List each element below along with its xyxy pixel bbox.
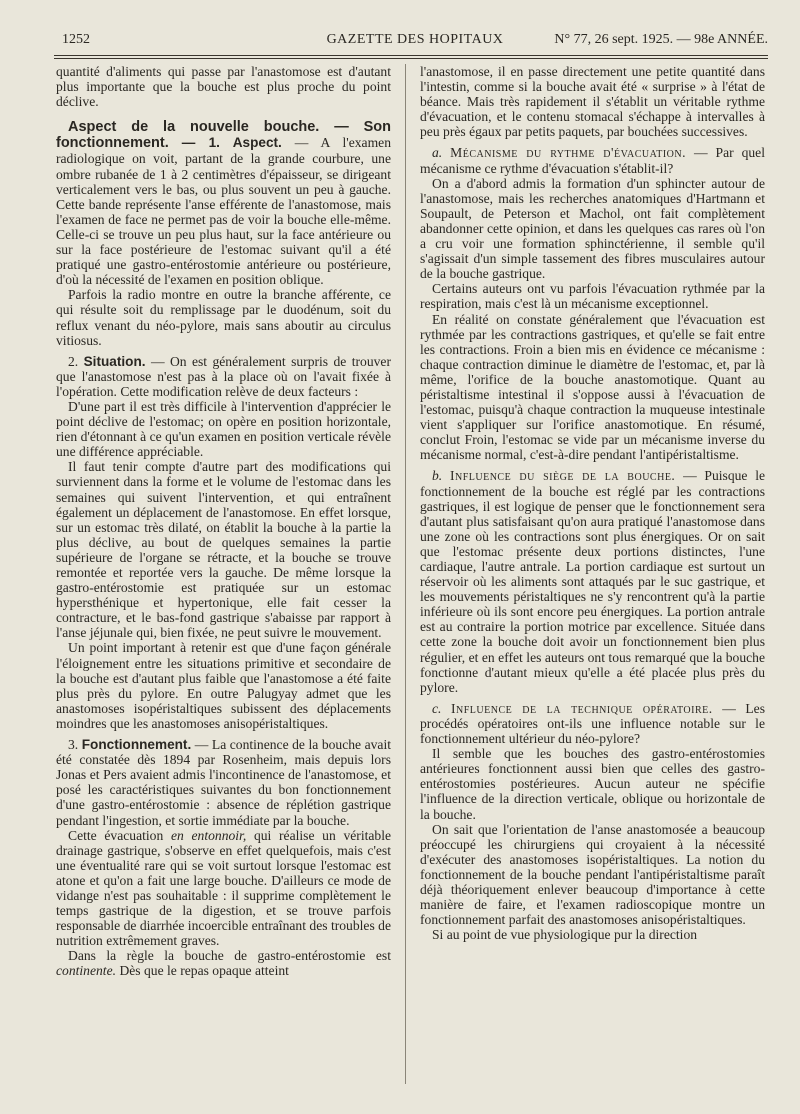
paragraph bbox=[56, 828, 391, 949]
subsection-title: Mécanisme du rythme d'évacuation. bbox=[450, 145, 687, 161]
paragraph: Certains auteurs ont vu parfois l'évacuation rythmée par la respiration, mais c'est là un mécanisme exceptionnel. bbox=[420, 281, 765, 312]
page-number: 1252 bbox=[62, 32, 90, 47]
header-rule-bottom bbox=[54, 58, 768, 59]
section-heading-paragraph bbox=[56, 119, 391, 287]
paragraph-text: — Par quel mécanisme ce rythme d'évacuation s'établit-il? bbox=[420, 145, 765, 176]
column-divider bbox=[405, 64, 406, 1084]
section-heading: Aspect de la nouvelle bouche. — Son fonctionnement. bbox=[56, 119, 391, 152]
emphasis: continente. bbox=[56, 963, 117, 979]
subsection-title: Fonctionnement. bbox=[81, 737, 192, 753]
paragraph: On a d'abord admis la formation d'un sphincter autour de l'anastomose, mais les recherches anatomiques d'Hartmann et Soupault, de Peterson et Machol, ont fait complètement abandonner cette opinion, et dans les quelques cas rares où l'on a cru voir une formation sphinctérienne, il semble qu'il s'agissait d'un simple tassement des fibres musculaires autour de la bouche gastrique. bbox=[420, 175, 765, 282]
paragraph: Parfois la radio montre en outre la branche afférente, ce qui résulte soit du remplissage par le duodénum, soit du reflux venant du néo-pylore, mais sans aboutir au circulus vitiosus. bbox=[56, 287, 391, 348]
paragraph-text: Dans la règle la bouche de gastro-entérostomie est bbox=[68, 948, 391, 964]
subsection-number: 2. bbox=[68, 353, 79, 369]
paragraph-text: Dès que le repas opaque atteint bbox=[119, 963, 289, 979]
paragraph: l'anastomose, il en passe directement une petite quantité dans l'intestin, comme si la bouche avait été « surprise » à l'état de béance. Mais très rapidement il s'établit un véritable rythme d'évacuation, et le contenu stomacal s'échappe à intervalles à peu près égaux par petits paquets, par bouchées successives. bbox=[420, 64, 765, 140]
subsection-paragraph bbox=[420, 468, 765, 694]
subsection-letter: c. bbox=[432, 700, 442, 716]
paragraph: Il semble que les bouches des gastro-entérostomies antérieures fonctionnent aussi bien que celles des gastro-entérostomies postérieures. Aucun auteur ne spécifie l'influence de la direction verticale, oblique ou horizontale de la bouche. bbox=[420, 746, 765, 822]
subsection-paragraph bbox=[420, 145, 765, 175]
subsection-letter: b. bbox=[432, 468, 443, 484]
paragraph-text: — On est généralement surpris de trouver que l'anastomose n'est pas à la place où on l'avait fixée à l'opération. Cette modification relève de deux facteurs : bbox=[56, 353, 391, 399]
paragraph-text: — Puisque le fonctionnement de la bouche est réglé par les contractions gastriques, il est logique de penser que le fonctionnement sera d'autant plus satisfaisant qu'on aura pratiqué l'anastomose dans une zone où les contractions sont plus énergiques. Or on sait que l'estomac présente deux portions distinctes, l'une cardiaque, l'autre antrale. La portion cardiaque est surtout un réservoir où les aliments sont attaqués par le suc gastrique, et les mouvements péristaltiques ne s'y rencontrent qu'à la partie inférieure où ils sont encore peu énergiques. La portion antrale est au contraire la portion motrice par excellence. Située dans cette zone la bouche doit avoir un fonctionnement bien plus régulier, et en effet les auteurs ont tous remarqué que la bouche fonctionne d'autant mieux qu'elle a été placée plus près du pylore. bbox=[420, 468, 766, 695]
left-column bbox=[56, 64, 391, 979]
subsection-paragraph bbox=[56, 737, 391, 828]
subsection-letter: a. bbox=[432, 145, 443, 161]
issue-info: N° 77, 26 sept. 1925. — 98e ANNÉE. bbox=[554, 32, 768, 47]
page-header bbox=[62, 32, 768, 52]
paragraph bbox=[56, 948, 391, 978]
right-column bbox=[420, 64, 765, 942]
header-rule-top bbox=[54, 55, 768, 56]
paragraph-text: — A l'examen radiologique on voit, partant de la grande courbure, une ombre rubanée de 1 à 2 centimètres d'épaisseur, se dirigeant verticalement vers le bas, ou plus souvent un peu à gauche. Cette bande représente l'anse efférente de l'anastomose, mais l'examen de face ne permet pas de voir la bouche elle-même. Celle-ci se trouve un peu plus haut, sur la face antérieure ou sur la face postérieure de l'estomac suivant qu'il a été pratiqué une gastro-entérostomie antérieure ou postérieure, d'où la nécessité de l'examen en position oblique. bbox=[56, 135, 391, 288]
subsection-title: Situation. bbox=[83, 353, 146, 369]
paragraph: Un point important à retenir est que d'une façon générale l'éloignement entre les situations primitive et secondaire de la bouche est d'autant plus faible que l'anastomose a été faite plus près du pylore. En outre Palugyay admet que les anastomoses isopéristaltiques subissent des déplacements moindres que les anastomoses anisopéristaltiques. bbox=[56, 640, 391, 731]
subsection-title: Influence du siège de la bouche. bbox=[449, 468, 676, 484]
paragraph-text: qui réalise un véritable drainage gastrique, s'observe en effet quelquefois, mais c'est une éventualité rare qui se voit surtout lorsque l'estomac est atone et qu'on a fait une large bouche. D'ailleurs ce mode de vidange n'est pas souhaitable : il supprime complètement le temps gastrique de la digestion, et se trouve parfois responsable de diarrhée incoercible entraînant des troubles de nutrition extrêmement graves. bbox=[56, 827, 392, 949]
paragraph-text: — Les procédés opératoires ont-ils une influence notable sur le fonctionnement ultérieur du néo-pylore? bbox=[420, 700, 766, 747]
paragraph: D'une part il est très difficile à l'intervention d'apprécier le point déclive de l'estomac; on opère en position horizontale, rien d'étonnant à ce qu'un examen en position verticale révèle une différence appréciable. bbox=[56, 398, 391, 460]
paragraph-text: Cette évacuation bbox=[68, 827, 164, 843]
subsection-title: Influence de la technique opératoire. bbox=[451, 700, 713, 716]
paragraph: Il faut tenir compte d'autre part des modifications qui surviennent dans la forme et le volume de l'estomac dans les semaines qui suivent l'intervention, et qui entraînent également un déplacement de l'anastomose. En effet lorsque, sur un estomac très dilaté, on établit la bouche à la partie la plus déclive, au bout de quelques semaines la partie supérieure de l'organe se rétracte, et la bouche se trouve remontée et reportée vers la gauche. De même lorsque la gastro-entérostomie est pratiquée sur un estomac hypersthénique et hypertonique, elle fait cesser la contracture, et le bas-fond gastrique s'abaisse par rapport à l'anse jéjunale qui, bien fixée, ne peut suivre le mouvement. bbox=[56, 459, 391, 641]
paragraph: On sait que l'orientation de l'anse anastomosée a beaucoup préoccupé les chirurgiens qui croyaient à la nécessité d'exécuter des anastomoses isopéristaltiques. La notion du fonctionnement de la bouche pendant l'antipéristaltisme paraît déjà théoriquement enlever beaucoup d'importance à cette manière de faire, et l'examen radioscopique montre un fonctionnement parfait des anastomoses anisopéristaltiques. bbox=[420, 821, 765, 928]
paragraph: En réalité on constate généralement que l'évacuation est rythmée par les contractions gastriques, et qu'elle se fait entre les contractions. Froin a bien mis en évidence ce mécanisme : chaque contraction diminue le diamètre de l'estomac, et, par là même, l'orifice de la bouche anastomotique. Quant au péristaltisme intestinal il s'oppose aussi à l'évacuation de l'estomac, puisqu'à chaque contraction la muqueuse intestinale vient s'appliquer sur l'orifice anastomotique. En résumé, conclut Froin, l'estomac se vide par un mécanisme inverse du mécanisme normal, c'est-à-dire pendant l'antipéristaltisme. bbox=[420, 311, 765, 463]
paragraph-text: — La continence de la bouche avait été constatée dès 1894 par Rosenheim, mais depuis lors Jonas et Pers avaient admis l'incontinence de l'anastomose, et posé les caractéristiques suivantes du bon fonctionnement d'une gastro-entérostomie : absence de réplétion gastrique pendant l'ingestion, et sortie immédiate par la bouche. bbox=[56, 737, 392, 828]
subsection-number: 3. bbox=[68, 737, 79, 753]
subsection-title: — 1. Aspect. bbox=[181, 135, 282, 151]
subsection-paragraph bbox=[56, 354, 391, 399]
subsection-paragraph bbox=[420, 701, 765, 746]
emphasis: en entonnoir, bbox=[170, 827, 247, 843]
paragraph: quantité d'aliments qui passe par l'anastomose est d'autant plus importante que la bouche est plus proche du point déclive. bbox=[56, 64, 391, 110]
paragraph: Si au point de vue physiologique pur la direction bbox=[432, 927, 698, 943]
journal-title: GAZETTE DES HOPITAUX bbox=[326, 32, 504, 47]
